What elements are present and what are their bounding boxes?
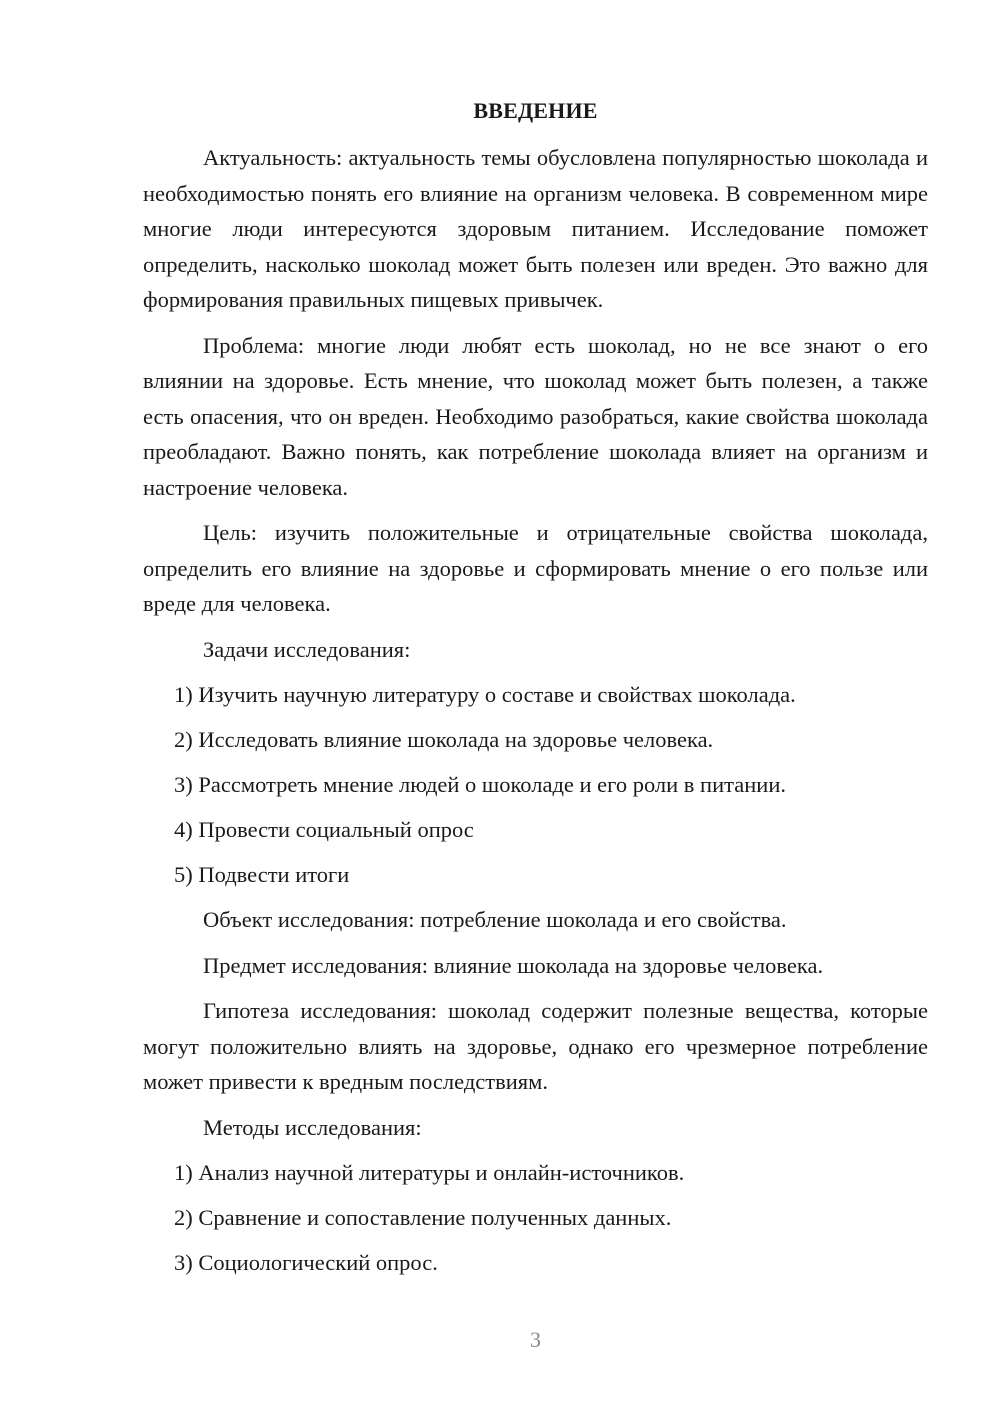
hypothesis-paragraph: Гипотеза исследования: шоколад содержит полезные вещества, которые могут положительно влиять на здоровье, однако его чрезмерное потребление может привести к вредным последствиям. bbox=[143, 998, 928, 1094]
task-item-2: 2) Исследовать влияние шоколада на здоровье человека. bbox=[174, 727, 714, 752]
research-subject: Предмет исследования: влияние шоколада на здоровье человека. bbox=[203, 952, 824, 978]
methods-list bbox=[143, 1155, 928, 1281]
method-item-1: 1) Анализ научной литературы и онлайн-источников. bbox=[174, 1160, 685, 1185]
method-item-3: 3) Социологический опрос. bbox=[174, 1250, 438, 1275]
methods-heading: Методы исследования: bbox=[203, 1114, 422, 1140]
task-item-5: 5) Подвести итоги bbox=[174, 862, 350, 887]
goal-paragraph: Цель: изучить положительные и отрицательные свойства шоколада, определить его влияние на здоровье и сформировать мнение о его пользе или вреде для человека. bbox=[143, 520, 928, 616]
task-item-1: 1) Изучить научную литературу о составе и свойствах шоколада. bbox=[174, 682, 796, 707]
task-item-4: 4) Провести социальный опрос bbox=[174, 817, 474, 842]
page-content bbox=[143, 96, 928, 1290]
section-title: ВВЕДЕНИЕ bbox=[473, 98, 598, 123]
research-object: Объект исследования: потребление шоколада и его свойства. bbox=[203, 907, 787, 932]
method-item-2: 2) Сравнение и сопоставление полученных данных. bbox=[174, 1205, 672, 1230]
page-number: 3 bbox=[530, 1327, 541, 1352]
tasks-list bbox=[143, 677, 928, 893]
task-item-3: 3) Рассмотреть мнение людей о шоколаде и его роли в питании. bbox=[174, 772, 786, 797]
tasks-heading: Задачи исследования: bbox=[203, 636, 411, 662]
relevance-paragraph: Актуальность: актуальность темы обусловлена популярностью шоколада и необходимостью понять его влияние на организм человека. В современном мире многие люди интересуются здоровым питанием. Исследование поможет определить, насколько шоколад может быть полезен или вреден. Это важно для формирования правильных пищевых привычек. bbox=[143, 145, 928, 312]
problem-paragraph: Проблема: многие люди любят есть шоколад, но не все знают о его влиянии на здоровье. Есть мнение, что шоколад может быть полезен, а также есть опасения, что он вреден. Необходимо разобраться, какие свойства шоколада преобладают. Важно понять, как потребление шоколада влияет на организм и настроение человека. bbox=[143, 332, 928, 500]
